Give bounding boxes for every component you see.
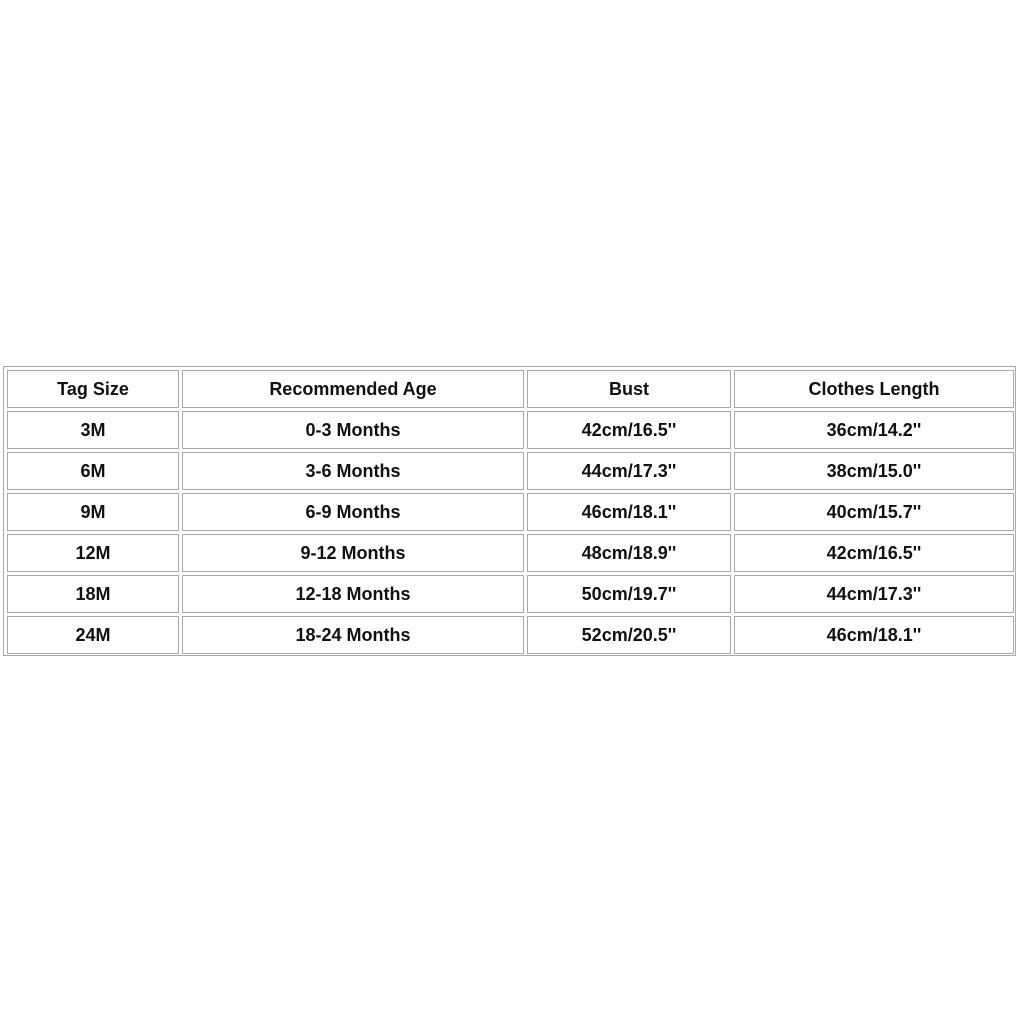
size-chart [3, 366, 1016, 656]
size-chart-table [4, 367, 1017, 657]
header-clothes-length: Clothes Length [734, 370, 1014, 408]
table-row [7, 616, 1014, 654]
cell-tag-size: 18M [7, 575, 179, 613]
table-row [7, 411, 1014, 449]
table-row [7, 575, 1014, 613]
cell-bust: 50cm/19.7'' [527, 575, 731, 613]
cell-recommended-age: 12-18 Months [182, 575, 524, 613]
header-recommended-age: Recommended Age [182, 370, 524, 408]
cell-recommended-age: 0-3 Months [182, 411, 524, 449]
cell-bust: 44cm/17.3'' [527, 452, 731, 490]
cell-clothes-length: 40cm/15.7'' [734, 493, 1014, 531]
cell-clothes-length: 38cm/15.0'' [734, 452, 1014, 490]
cell-clothes-length: 36cm/14.2'' [734, 411, 1014, 449]
cell-tag-size: 3M [7, 411, 179, 449]
cell-bust: 48cm/18.9'' [527, 534, 731, 572]
header-tag-size: Tag Size [7, 370, 179, 408]
header-bust: Bust [527, 370, 731, 408]
cell-bust: 52cm/20.5'' [527, 616, 731, 654]
cell-recommended-age: 3-6 Months [182, 452, 524, 490]
cell-bust: 46cm/18.1'' [527, 493, 731, 531]
header-row [7, 370, 1014, 408]
cell-recommended-age: 18-24 Months [182, 616, 524, 654]
cell-recommended-age: 9-12 Months [182, 534, 524, 572]
cell-tag-size: 12M [7, 534, 179, 572]
cell-clothes-length: 44cm/17.3'' [734, 575, 1014, 613]
cell-clothes-length: 46cm/18.1'' [734, 616, 1014, 654]
cell-bust: 42cm/16.5'' [527, 411, 731, 449]
cell-tag-size: 9M [7, 493, 179, 531]
cell-clothes-length: 42cm/16.5'' [734, 534, 1014, 572]
table-row [7, 493, 1014, 531]
table-row [7, 534, 1014, 572]
cell-tag-size: 6M [7, 452, 179, 490]
cell-recommended-age: 6-9 Months [182, 493, 524, 531]
table-row [7, 452, 1014, 490]
cell-tag-size: 24M [7, 616, 179, 654]
